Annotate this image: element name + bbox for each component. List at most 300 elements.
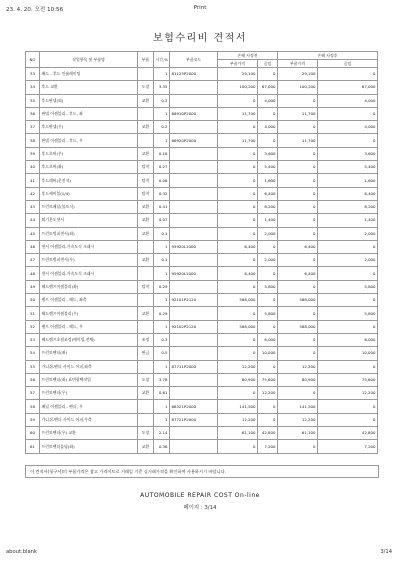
row-labor-after: 5,400: [318, 161, 378, 174]
row-part-code: [170, 81, 218, 94]
row-parts-price-after: 6,400: [278, 240, 318, 253]
row-parts-price-after: 12,200: [278, 360, 318, 373]
row-labor-after: 0: [318, 400, 378, 413]
row-labor-before: 0: [258, 320, 278, 333]
row-parts-price-before: 0: [218, 347, 258, 360]
row-hours: 1: [154, 240, 170, 253]
row-labor-after: 8,200: [318, 200, 378, 213]
row-no: 42: [26, 187, 40, 200]
row-labor-after: 2,000: [318, 227, 378, 240]
row-labor-after: 6,000: [318, 333, 378, 346]
col-group-after-adjust: 손해 사정후: [278, 52, 378, 60]
row-labor-after: 2,000: [318, 254, 378, 267]
row-labor-after: 0: [318, 107, 378, 120]
row-parts-price-after: 0: [278, 174, 318, 187]
row-part-code: [170, 121, 218, 134]
table-row: [26, 413, 378, 426]
col-header-no: NO: [26, 52, 40, 68]
row-item-name: 프런트펜더(좌): [40, 347, 138, 360]
row-no: 47: [26, 254, 40, 267]
row-parts-price-after: 11,700: [278, 107, 318, 120]
row-parts-price-before: 0: [218, 214, 258, 227]
row-part-code: [170, 200, 218, 213]
table-row: [26, 121, 378, 134]
row-parts-price-before: 11,700: [218, 107, 258, 120]
row-labor-before: 8,200: [258, 200, 278, 213]
row-item-name: 프런트펜더몰딩(좌): [40, 440, 138, 453]
row-hours: 0.1: [154, 227, 170, 240]
row-part-code: 81125P2000: [170, 68, 218, 81]
row-labor-before: 6,400: [258, 187, 278, 200]
print-datetime: 23. 4. 20. 오전 10:56: [6, 7, 64, 13]
row-hours: 0.32: [154, 187, 170, 200]
row-part-code: [170, 94, 218, 107]
row-type: 교환: [138, 94, 154, 107]
row-parts-price-after: 588,000: [278, 320, 318, 333]
row-part-code: [170, 387, 218, 400]
row-labor-after: 0: [318, 240, 378, 253]
row-type: [138, 360, 154, 373]
row-parts-price-before: 0: [218, 440, 258, 453]
row-parts-price-before: 141,500: [218, 400, 258, 413]
table-row: [26, 307, 378, 320]
table-row: [26, 440, 378, 453]
row-item-name: 외기온도센서: [40, 214, 138, 227]
row-no: 39: [26, 147, 40, 160]
row-parts-price-before: 12,200: [218, 413, 258, 426]
row-labor-after: 6,400: [318, 187, 378, 200]
row-part-code: [170, 333, 218, 346]
row-labor-before: 10,000: [258, 347, 278, 360]
row-parts-price-before: 588,000: [218, 294, 258, 307]
print-source-url: about:blank: [6, 549, 37, 555]
row-item-name: 후드오버(좌): [40, 161, 138, 174]
row-hours: 0.36: [154, 440, 170, 453]
row-item-name: 가니쉬-펜더 사이드 어퍼,우측: [40, 413, 138, 426]
row-part-code: 92101P2120: [170, 294, 218, 307]
row-parts-price-before: 29,100: [218, 68, 258, 81]
row-parts-price-after: 100,200: [278, 81, 318, 94]
page-number-label: 페이지 : 3/14: [183, 505, 217, 511]
row-labor-after: 0: [318, 134, 378, 147]
row-labor-after: 1,400: [318, 214, 378, 227]
row-hours: 2.14: [154, 427, 170, 440]
table-row: [26, 400, 378, 413]
row-no: 44: [26, 214, 40, 227]
row-hours: 1: [154, 107, 170, 120]
row-hours: 0.5: [154, 347, 170, 360]
row-item-name: 센서 어셈블리-가속도식 크래시: [40, 267, 138, 280]
row-labor-before: 5,800: [258, 280, 278, 293]
row-labor-before: 0: [258, 68, 278, 81]
row-no: 40: [26, 161, 40, 174]
row-parts-price-before: 588,000: [218, 320, 258, 333]
row-hours: 1: [154, 68, 170, 81]
row-hours: 0.2: [154, 94, 170, 107]
row-labor-before: 0: [258, 360, 278, 373]
row-parts-price-before: 80,900: [218, 373, 258, 386]
app-name: AUTOMOBILE REPAIR COST On-line: [140, 492, 260, 499]
row-type: 교환: [138, 227, 154, 240]
row-labor-before: 1,600: [258, 174, 278, 187]
row-parts-price-before: 0: [218, 121, 258, 134]
row-parts-price-after: 0: [278, 161, 318, 174]
row-hours: 0.3: [154, 333, 170, 346]
row-labor-before: 5,800: [258, 307, 278, 320]
row-labor-after: 42,800: [318, 427, 378, 440]
estimate-table: [25, 51, 378, 454]
row-no: 57: [26, 387, 40, 400]
row-type: 판금: [138, 347, 154, 360]
col-header-labor-after: 공임: [318, 60, 378, 68]
table-row: [26, 373, 378, 386]
row-item-name: 헤드램프어셈블리(우): [40, 307, 138, 320]
table-row: [26, 214, 378, 227]
row-parts-price-after: 0: [278, 333, 318, 346]
col-header-type: 부품: [138, 52, 154, 68]
row-type: 교환: [138, 387, 154, 400]
row-no: 37: [26, 121, 40, 134]
row-item-name: 판넬 어셈블리 - 후드, 좌: [40, 107, 138, 120]
row-part-code: 92102P2120: [170, 320, 218, 333]
row-labor-after: 0: [318, 68, 378, 81]
row-parts-price-after: 80,900: [278, 373, 318, 386]
row-labor-after: 0: [318, 360, 378, 373]
row-type: 교환: [138, 307, 154, 320]
row-item-name: 램프 어셈블리 - 헤드, 우: [40, 320, 138, 333]
document-title: 보험수리비 견적서: [153, 33, 247, 44]
row-parts-price-before: 0: [218, 254, 258, 267]
row-hours: 1: [154, 134, 170, 147]
row-item-name: 후드케이블(1/4): [40, 187, 138, 200]
row-part-code: 87721P2000: [170, 413, 218, 426]
row-item-name: 헤드램프어셈블리(좌): [40, 280, 138, 293]
row-labor-before: 3,600: [258, 147, 278, 160]
row-hours: 0.61: [154, 387, 170, 400]
row-item-name: 판넬 어셈블리 - 후드, 우: [40, 134, 138, 147]
table-row: [26, 280, 378, 293]
row-item-name: 프런트패널(볼트식): [40, 200, 138, 213]
table-row: [26, 294, 378, 307]
row-item-name: 램프 어셈블리 - 헤드, 좌측: [40, 294, 138, 307]
row-part-code: [170, 254, 218, 267]
row-labor-before: 5,400: [258, 161, 278, 174]
row-part-code: [170, 147, 218, 160]
row-parts-price-before: 100,200: [218, 81, 258, 94]
row-no: 35: [26, 94, 40, 107]
row-type: 도장: [138, 373, 154, 386]
row-labor-after: 1,600: [318, 174, 378, 187]
table-row: [26, 254, 378, 267]
table-row: [26, 333, 378, 346]
row-parts-price-after: 0: [278, 254, 318, 267]
print-page-count: 3/14: [380, 549, 392, 555]
row-labor-after: 0: [318, 267, 378, 280]
row-no: 49: [26, 280, 40, 293]
table-row: [26, 187, 378, 200]
row-hours: 1: [154, 360, 170, 373]
estimate-table-body: [26, 68, 378, 454]
row-labor-after: 3,600: [318, 147, 378, 160]
row-no: 41: [26, 174, 40, 187]
row-no: 52: [26, 320, 40, 333]
row-parts-price-before: 0: [218, 387, 258, 400]
row-type: 교환: [138, 214, 154, 227]
row-parts-price-after: 588,000: [278, 294, 318, 307]
row-hours: 1: [154, 267, 170, 280]
row-parts-price-after: 0: [278, 307, 318, 320]
col-header-parts-price-before: 부품가격: [218, 60, 258, 68]
row-part-code: [170, 440, 218, 453]
col-header-hours: 시간,%: [154, 52, 170, 68]
row-parts-price-after: 0: [278, 200, 318, 213]
row-labor-after: 0: [318, 413, 378, 426]
row-parts-price-after: 0: [278, 387, 318, 400]
row-labor-before: 1,400: [258, 214, 278, 227]
row-type: 도장: [138, 427, 154, 440]
row-labor-before: 4,000: [258, 94, 278, 107]
row-item-name: 프런트펜더(좌) 표면광택작업: [40, 373, 138, 386]
row-parts-price-before: 11,700: [218, 134, 258, 147]
row-type: 탈착: [138, 187, 154, 200]
row-parts-price-after: 12,200: [278, 413, 318, 426]
table-row: [26, 387, 378, 400]
row-hours: 1: [154, 400, 170, 413]
row-parts-price-after: 0: [278, 347, 318, 360]
row-type: 교환: [138, 121, 154, 134]
row-hours: 0.1: [154, 254, 170, 267]
row-item-name: 후드레버(운전석): [40, 174, 138, 187]
row-parts-price-before: 0: [218, 200, 258, 213]
row-item-name: 패널 어셈블리 - 펜더, 우: [40, 400, 138, 413]
row-item-name: 프런트범퍼센서(우): [40, 254, 138, 267]
row-type: [138, 240, 154, 253]
row-no: 45: [26, 227, 40, 240]
table-row: [26, 200, 378, 213]
row-labor-after: 5,800: [318, 307, 378, 320]
table-row: [26, 360, 378, 373]
row-parts-price-before: 61,100: [218, 427, 258, 440]
row-labor-before: 0: [258, 400, 278, 413]
row-no: 53: [26, 333, 40, 346]
row-hours: 1: [154, 294, 170, 307]
col-group-before-adjust: 손해 사정전: [218, 52, 278, 60]
row-parts-price-before: 0: [218, 161, 258, 174]
row-labor-after: 0: [318, 320, 378, 333]
row-labor-after: 12,200: [318, 387, 378, 400]
table-row: [26, 267, 378, 280]
row-no: 36: [26, 107, 40, 120]
row-labor-before: 0: [258, 413, 278, 426]
row-type: [138, 68, 154, 81]
row-part-code: [170, 174, 218, 187]
table-row: [26, 147, 378, 160]
row-type: 탈착: [138, 174, 154, 187]
row-type: 탈착: [138, 161, 154, 174]
row-part-code: [170, 373, 218, 386]
row-hours: 0.2: [154, 121, 170, 134]
row-no: 58: [26, 400, 40, 413]
row-type: [138, 320, 154, 333]
row-hours: 0.41: [154, 200, 170, 213]
row-no: 51: [26, 307, 40, 320]
row-labor-after: 10,000: [318, 347, 378, 360]
row-type: 도장: [138, 81, 154, 94]
row-hours: 0.29: [154, 280, 170, 293]
row-part-code: [170, 347, 218, 360]
row-hours: 3.78: [154, 373, 170, 386]
row-labor-after: 4,000: [318, 121, 378, 134]
col-header-code: 부품코드: [170, 52, 218, 68]
row-parts-price-after: 0: [278, 94, 318, 107]
row-part-code: [170, 427, 218, 440]
row-parts-price-after: 0: [278, 280, 318, 293]
row-no: 56: [26, 373, 40, 386]
row-labor-before: 0: [258, 134, 278, 147]
row-no: 54: [26, 347, 40, 360]
row-type: 교환: [138, 440, 154, 453]
row-item-name: 프런트펜더(우) 교환: [40, 427, 138, 440]
row-part-code: 66910P2000: [170, 107, 218, 120]
table-row: [26, 81, 378, 94]
row-parts-price-after: 0: [278, 440, 318, 453]
row-hours: 1: [154, 320, 170, 333]
row-parts-price-before: 12,200: [218, 360, 258, 373]
row-parts-price-after: 11,700: [278, 134, 318, 147]
row-no: 50: [26, 294, 40, 307]
row-labor-before: 4,000: [258, 121, 278, 134]
row-no: 48: [26, 267, 40, 280]
row-type: [138, 134, 154, 147]
row-labor-before: 12,200: [258, 387, 278, 400]
row-labor-before: 42,800: [258, 427, 278, 440]
row-type: [138, 267, 154, 280]
row-part-code: [170, 280, 218, 293]
row-item-name: 후드 교환: [40, 81, 138, 94]
row-item-name: 헤드램프초점조정(에이밍,전체): [40, 333, 138, 346]
col-header-parts-price-after: 부품가격: [278, 60, 318, 68]
row-parts-price-after: 0: [278, 227, 318, 240]
row-type: [138, 413, 154, 426]
row-labor-before: 0: [258, 107, 278, 120]
col-header-item: 작업항목 및 부품명: [40, 52, 138, 68]
row-labor-before: 0: [258, 240, 278, 253]
row-part-code: [170, 161, 218, 174]
row-labor-before: 0: [258, 294, 278, 307]
row-item-name: 후드오버(우): [40, 147, 138, 160]
row-hours: 0.07: [154, 214, 170, 227]
table-row: [26, 227, 378, 240]
row-parts-price-after: 61,100: [278, 427, 318, 440]
row-parts-price-before: 0: [218, 307, 258, 320]
row-parts-price-after: 0: [278, 121, 318, 134]
table-row: [26, 320, 378, 333]
row-type: 조정: [138, 333, 154, 346]
row-type: [138, 107, 154, 120]
row-hours: 0.29: [154, 307, 170, 320]
table-row: [26, 134, 378, 147]
table-row: [26, 427, 378, 440]
row-type: 교환: [138, 254, 154, 267]
row-parts-price-before: 0: [218, 227, 258, 240]
row-parts-price-before: 0: [218, 187, 258, 200]
row-parts-price-before: 6,400: [218, 267, 258, 280]
row-labor-before: 7,200: [258, 440, 278, 453]
row-parts-price-before: 0: [218, 174, 258, 187]
row-hours: 0.18: [154, 147, 170, 160]
row-parts-price-after: 0: [278, 214, 318, 227]
row-part-code: [170, 307, 218, 320]
row-no: 38: [26, 134, 40, 147]
row-item-name: 프런트범퍼센서(좌): [40, 227, 138, 240]
row-part-code: [170, 187, 218, 200]
row-labor-before: 6,000: [258, 333, 278, 346]
row-parts-price-after: 0: [278, 147, 318, 160]
row-part-code: [170, 227, 218, 240]
row-part-code: 95920L1000: [170, 240, 218, 253]
row-parts-price-before: 6,400: [218, 240, 258, 253]
row-part-code: [170, 214, 218, 227]
col-header-labor-before: 공임: [258, 60, 278, 68]
row-parts-price-after: 6,400: [278, 267, 318, 280]
row-labor-before: 0: [258, 267, 278, 280]
row-part-code: 95920L1000: [170, 267, 218, 280]
row-hours: 3.35: [154, 81, 170, 94]
row-labor-after: 5,800: [318, 280, 378, 293]
row-parts-price-before: 0: [218, 333, 258, 346]
print-title: Print: [193, 5, 207, 11]
row-no: 43: [26, 200, 40, 213]
row-labor-before: 75,600: [258, 373, 278, 386]
row-type: 교환: [138, 147, 154, 160]
row-no: 61: [26, 440, 40, 453]
row-labor-after: 75,600: [318, 373, 378, 386]
row-type: [138, 294, 154, 307]
price-disclaimer-note: 이 견적서(청구서)의 부품가격은 참고 가격이므로 거래일 기준 실거래가격을 확인하여 사용하시기 바랍니다.: [25, 465, 379, 478]
table-row: [26, 161, 378, 174]
row-parts-price-after: 0: [278, 187, 318, 200]
table-row: [26, 94, 378, 107]
row-part-code: 66321P2000: [170, 400, 218, 413]
table-row: [26, 68, 378, 81]
row-no: 60: [26, 427, 40, 440]
row-item-name: 가니쉬-펜더 사이드 어퍼,좌측: [40, 360, 138, 373]
row-no: 46: [26, 240, 40, 253]
row-hours: 0.27: [154, 161, 170, 174]
row-no: 59: [26, 413, 40, 426]
row-hours: 1: [154, 413, 170, 426]
row-hours: 0.08: [154, 174, 170, 187]
row-item-name: 후드판넬(우): [40, 121, 138, 134]
row-labor-before: 2,000: [258, 254, 278, 267]
row-item-name: 패드 - 후드 인슐레이팅: [40, 68, 138, 81]
row-type: 탈착: [138, 280, 154, 293]
row-parts-price-before: 0: [218, 147, 258, 160]
row-item-name: 프런트펜더(우): [40, 387, 138, 400]
row-part-code: 87711P2000: [170, 360, 218, 373]
row-labor-before: 67,000: [258, 81, 278, 94]
row-parts-price-after: 141,500: [278, 400, 318, 413]
row-parts-price-before: 0: [218, 280, 258, 293]
row-no: 33: [26, 68, 40, 81]
row-labor-before: 2,000: [258, 227, 278, 240]
row-labor-after: 7,200: [318, 440, 378, 453]
table-row: [26, 107, 378, 120]
row-type: 교환: [138, 200, 154, 213]
row-labor-after: 0: [318, 294, 378, 307]
row-labor-after: 4,000: [318, 94, 378, 107]
row-item-name: 후드판넬(외): [40, 94, 138, 107]
